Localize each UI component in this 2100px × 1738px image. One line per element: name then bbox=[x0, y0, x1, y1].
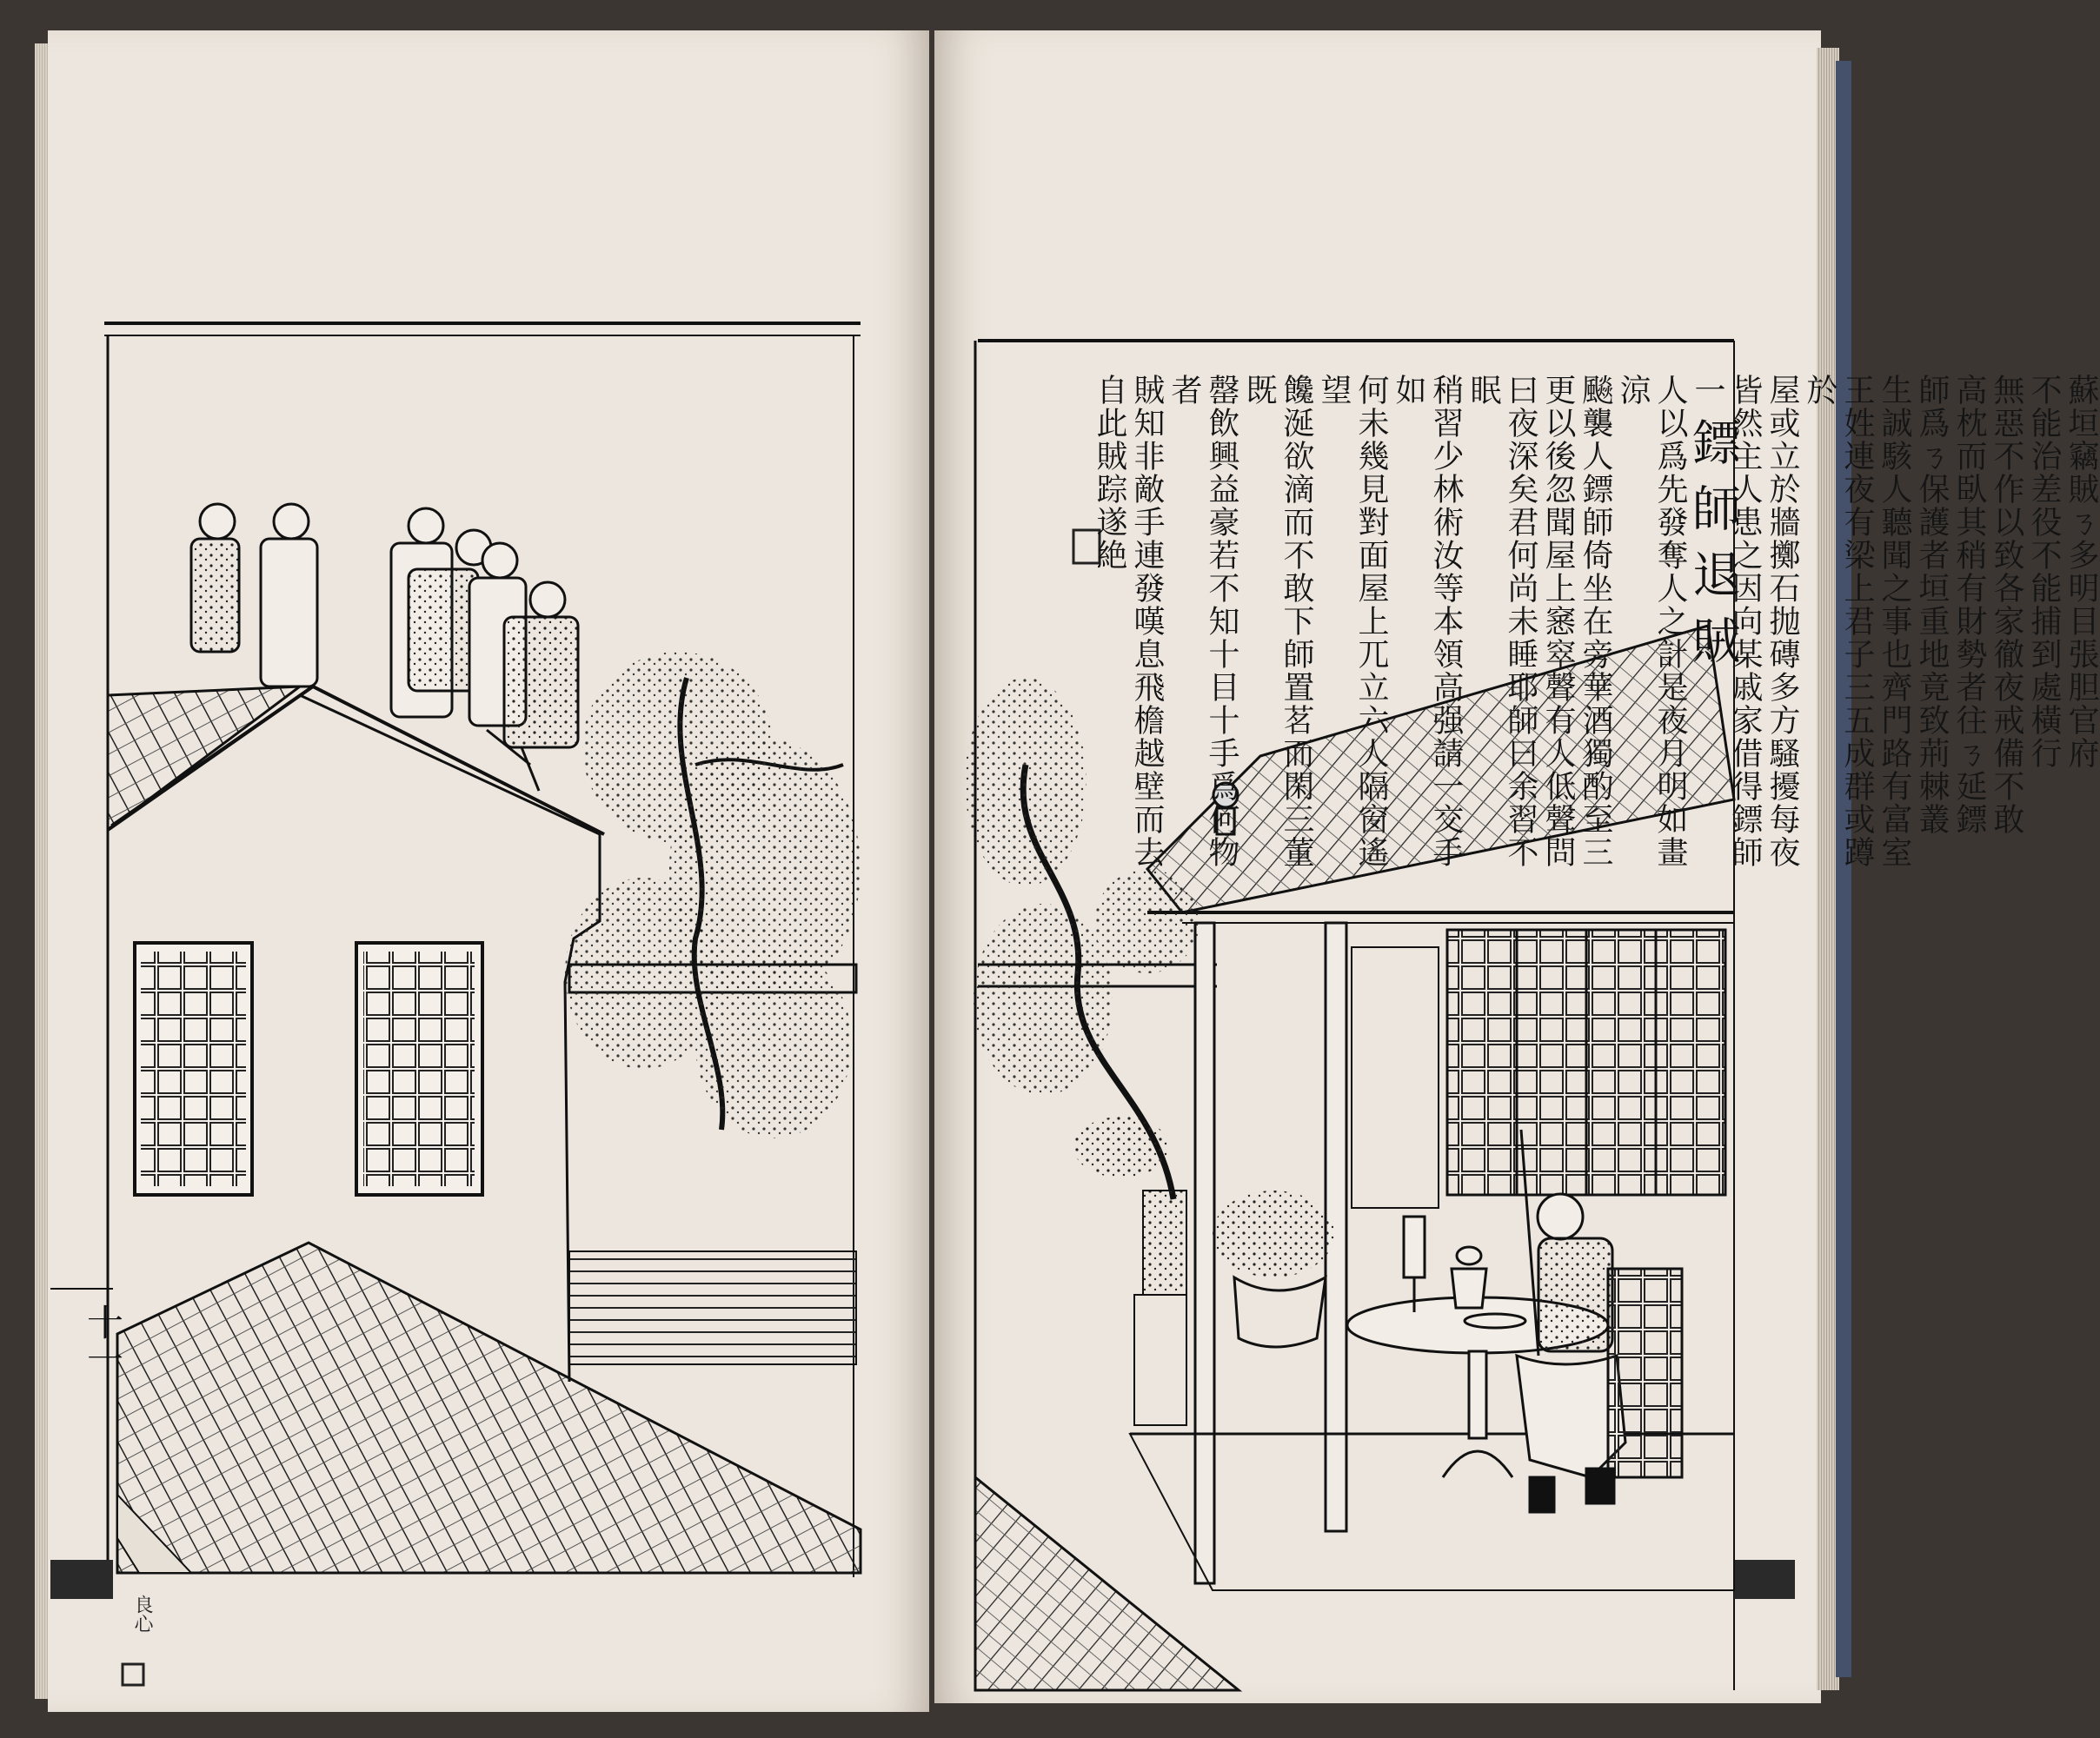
text-column: 皆然主人患之因向某戚家借得鏢師一 bbox=[1690, 374, 1763, 869]
text-column: 師爲ㄋ保護者垣重地竟致荊棘叢 bbox=[1914, 374, 1950, 836]
text-column: 生誠駭人聽聞之事也齊門路有富室 bbox=[1877, 374, 1912, 869]
text-column: 何未幾見對面屋上兀立六人隔窗遙望 bbox=[1316, 374, 1389, 869]
text-column: 不能治差役不能捕到處橫行 bbox=[2026, 374, 2062, 770]
illustration-title: 鏢師退賊 bbox=[1685, 417, 1741, 681]
text-column: 稍習少林術汝等本領高强請一交手如 bbox=[1391, 374, 1464, 869]
lattice-windows bbox=[1447, 930, 1725, 1195]
text-column: 高枕而臥其稍有財勢者往ㄋ延鏢 bbox=[1951, 374, 1987, 836]
left-seal bbox=[123, 1664, 143, 1685]
text-column: 更以後忽聞屋上窸窣聲有人低聲問 bbox=[1540, 374, 1576, 869]
text-column: 王姓連夜有梁上君子三五成群或蹲於 bbox=[1802, 374, 1875, 869]
text-column: 飈襲人鏢師倚坐在旁華酒獨酌至三 bbox=[1578, 374, 1613, 869]
text-column: 無惡不作以致各家徹夜戒備不敢 bbox=[1989, 374, 2024, 836]
tree-left bbox=[565, 652, 861, 1138]
text-column: 曰夜深矣君何尚未睡耶師曰余習不眠 bbox=[1465, 374, 1538, 869]
text-column: 賊知非敵手連發嘆息飛檐越壁而去 bbox=[1129, 374, 1165, 869]
text-column: 自此賊踪遂絶 bbox=[1092, 374, 1127, 572]
text-column: 人以爲先發奪人之計是夜月明如畫涼 bbox=[1615, 374, 1688, 869]
text-column: 饞涎欲滴而不敢下師置茗而閑三董既 bbox=[1241, 374, 1314, 869]
thieves-on-roof bbox=[191, 504, 578, 791]
text-column: 蘇垣竊賊ㄋ多明目張胆官府 bbox=[2063, 374, 2099, 770]
text-column: 屋或立於牆擲石抛磚多方騷擾每夜 bbox=[1764, 374, 1800, 869]
text-column: 罄飲興益豪若不知十目十手爲何物者 bbox=[1166, 374, 1239, 869]
narrative-text bbox=[1091, 374, 2100, 895]
page-folio: 十一 bbox=[82, 1304, 124, 1376]
inner-wall bbox=[1352, 947, 1439, 1208]
margin-mark: 良心 bbox=[131, 1595, 153, 1633]
